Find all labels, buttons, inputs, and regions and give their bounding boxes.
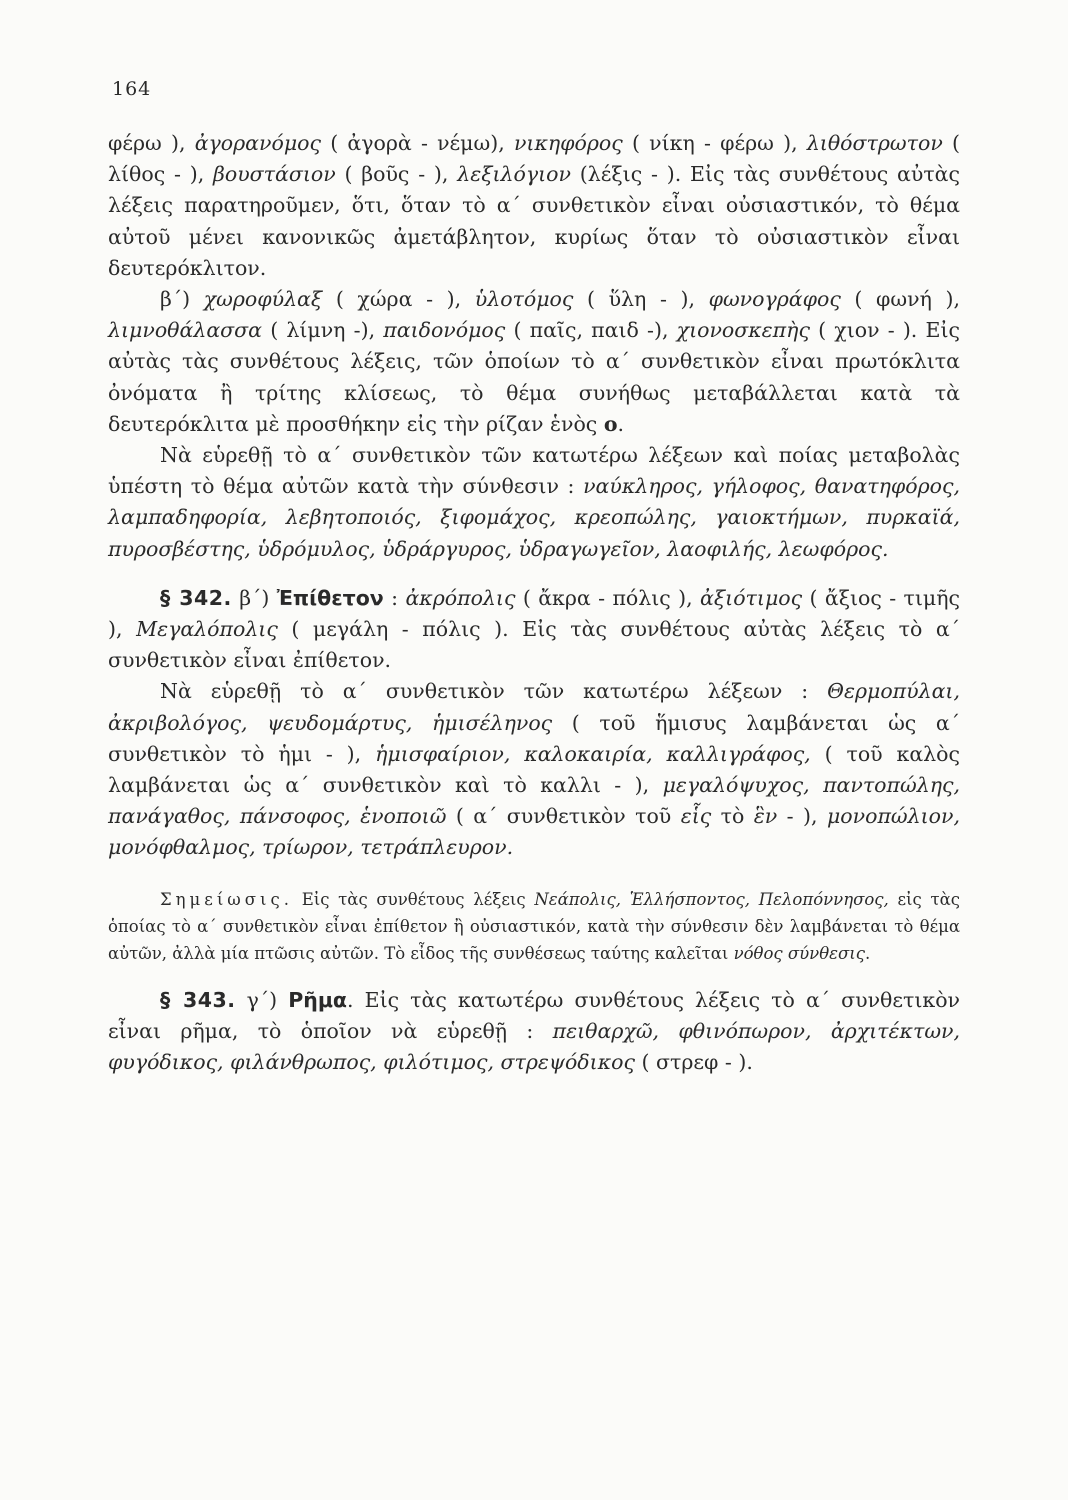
text: ( χιον - ). Εἰς αὐτὰς τὰς συνθέτους λέξεις, τῶν ὁποίων τὸ α΄ συνθετικὸν εἶναι πρωτόκλιτα ὀνόματα ἢ τρίτης κλίσεως, τὸ θέμα συνήθως μεταβάλλεται κατὰ τὰ δευτερόκλιτα μὲ προσθήκην εἰς τὴν ρίζαν ἑνὸς — [108, 318, 960, 436]
note — [108, 886, 960, 967]
text: Νὰ εὑρεθῇ τὸ α΄ συνθετικὸν τῶν κατωτέρω λέξεων : — [160, 679, 828, 704]
example-word: ἀκρόπολις — [405, 585, 516, 610]
text: ( α΄ συνθετικὸν τοῦ — [446, 804, 681, 829]
text: (λέξις - ). Εἰς τὰς συνθέτους αὐτὰς λέξεις παρατηροῦμεν, ὅτι, ὅταν τὸ α΄ συνθετικὸν εἶναι οὐσιαστικόν, τὸ θέμα αὐτοῦ μένει κανονικῶς ἀμετάβλητον, κυρίως ὅταν τὸ οὐσιαστικὸν εἶναι δευτερόκλιτον. — [108, 162, 960, 280]
example-word: ἀξιότιμος — [700, 585, 803, 610]
example-word: ἓν — [753, 804, 778, 829]
example-word: ὑλοτόμος — [474, 287, 574, 312]
example-word: παιδονόμος — [383, 318, 506, 343]
section-343 — [108, 985, 960, 1079]
example-word: λιμνοθάλασσα — [108, 318, 263, 343]
text: ( λίμνη -), — [262, 318, 384, 343]
text: β΄) — [231, 585, 277, 610]
text: τὸ — [711, 804, 754, 829]
exercise-words: μονοπώλιον, μονόφθαλμος, τρίωρον, τετράπλευρον. — [108, 804, 960, 860]
section-number: § 343. — [160, 987, 236, 1012]
bold-letter: ο — [603, 411, 618, 436]
paragraph-1 — [108, 128, 960, 284]
text: : — [383, 585, 406, 610]
text: ( ἄξιος - τιμῆς ), — [108, 585, 960, 642]
text: ( φωνή ), — [840, 287, 960, 312]
example-word: βουστάσιον — [213, 162, 336, 187]
section-heading: Ρῆμα — [288, 987, 348, 1012]
example-word: Μεγαλόπολις — [136, 617, 278, 642]
text: ( στρεφ - ). — [634, 1050, 753, 1075]
exercise-words: ἡμισφαίριον, καλοκαιρία, καλλιγράφος, — [375, 741, 811, 766]
text: Νὰ εὑρεθῇ τὸ α΄ συνθετικὸν τῶν κατωτέρω λέξεων καὶ ποίας μεταβολὰς ὑπέστη τὸ θέμα αὐτῶν κατὰ τὴν σύνθεσιν : — [108, 443, 960, 499]
example-word: χωροφύλαξ — [203, 287, 323, 312]
paragraph-5 — [108, 676, 960, 863]
paragraph-3 — [108, 440, 960, 565]
term: νόθος σύνθεσις — [733, 943, 865, 963]
text: ( νίκη - φέρω ), — [622, 131, 807, 155]
section-342 — [108, 583, 960, 677]
exercise-words: ναύκληρος, γήλοφος, θανατηφόρος, λαμπαδηφορία, λεβητοποιός, ξιφομάχος, κρεοπώλης, γαιοκτήμων, πυρκαϊά, πυροσβέστης, ὑδρόμυλος, ὑδράργυρος, ὑδραγωγεῖον, λαοφιλής, λεωφόρος. — [108, 474, 960, 561]
text: ( βοῦς - ), — [335, 162, 458, 187]
note-label: Σημείωσις. — [160, 889, 293, 909]
text: ( τοῦ καλὸς λαμβάνεται ὡς α΄ συνθετικὸν καὶ τὸ καλλι - ), — [108, 741, 960, 798]
text: γ΄) — [235, 987, 289, 1012]
text: ( τοῦ ἥμισυς λαμβάνεται ὡς α΄ συνθετικὸν τὸ ἡμι - ), — [108, 710, 960, 766]
example-word: χιονοσκεπὴς — [676, 318, 810, 343]
text: . — [864, 943, 871, 963]
exercise-words: Θερμοπύλαι, ἀκριβολόγος, ψευδομάρτυς, ἡμισέληνος — [108, 679, 960, 735]
example-word: λιθόστρωτον — [806, 131, 943, 155]
section-number: § 342. — [160, 585, 232, 610]
text: φέρω ), — [108, 131, 195, 155]
text: ( μεγάλη - πόλις ). Εἰς τὰς συνθέτους αὐτὰς λέξεις τὸ α΄ συνθετικὸν εἶναι ἐπίθετον. — [108, 617, 960, 673]
section-heading: Ἐπίθετον — [276, 585, 384, 610]
text: Εἰς τὰς συνθέτους λέξεις — [292, 889, 535, 909]
text: ( ἄκρα - πόλις ), — [515, 585, 701, 610]
page-number: 164 — [112, 78, 152, 100]
text: ( ὕλη - ), — [573, 287, 709, 312]
paragraph-2 — [108, 284, 960, 440]
example-word: φωνογράφος — [708, 287, 841, 312]
text: - ), — [777, 804, 827, 829]
text: ( χώρα - ), — [322, 287, 475, 312]
text: β΄) — [160, 287, 204, 312]
example-word: νικηφόρος — [513, 131, 623, 155]
example-word: εἷς — [680, 804, 712, 829]
text: . Εἰς τὰς κατωτέρω συνθέτους λέξεις τὸ α΄ συνθετικὸν εἶναι ρῆμα, τὸ ὁποῖον νὰ εὑρεθῇ : — [108, 987, 960, 1043]
text: ( λίθος - ), — [108, 131, 960, 187]
text: . — [617, 411, 625, 436]
text: ( ἀγορὰ - νέμω), — [320, 131, 514, 155]
exercise-words: μεγαλόψυχος, παντοπώλης, πανάγαθος, πάνσοφος, ἑνοποιῶ — [108, 773, 960, 829]
example-word: Νεάπολις, Ἑλλήσποντος, Πελοπόννησος, — [534, 889, 889, 909]
text: ( παῖς, παιδ -), — [505, 318, 677, 343]
exercise-words: πειθαρχῶ, φθινόπωρον, ἀρχιτέκτων, φυγόδικος, φιλάνθρωπος, φιλότιμος, στρεψόδικος — [108, 1018, 961, 1075]
example-word: ἀγορανόμος — [194, 131, 321, 155]
page-body — [108, 128, 960, 1078]
text: εἰς τὰς ὁποίας τὸ α΄ συνθετικὸν εἶναι ἐπίθετον ἢ οὐσιαστικόν, κατὰ τὴν σύνθεσιν δὲν λαμβάνεται τὸ θέμα αὐτῶν, ἀλλὰ μία πτῶσις αὐτῶν. Τὸ εἶδος τῆς συνθέσεως ταύτης καλεῖται — [108, 889, 960, 963]
example-word: λεξιλόγιον — [457, 162, 571, 187]
